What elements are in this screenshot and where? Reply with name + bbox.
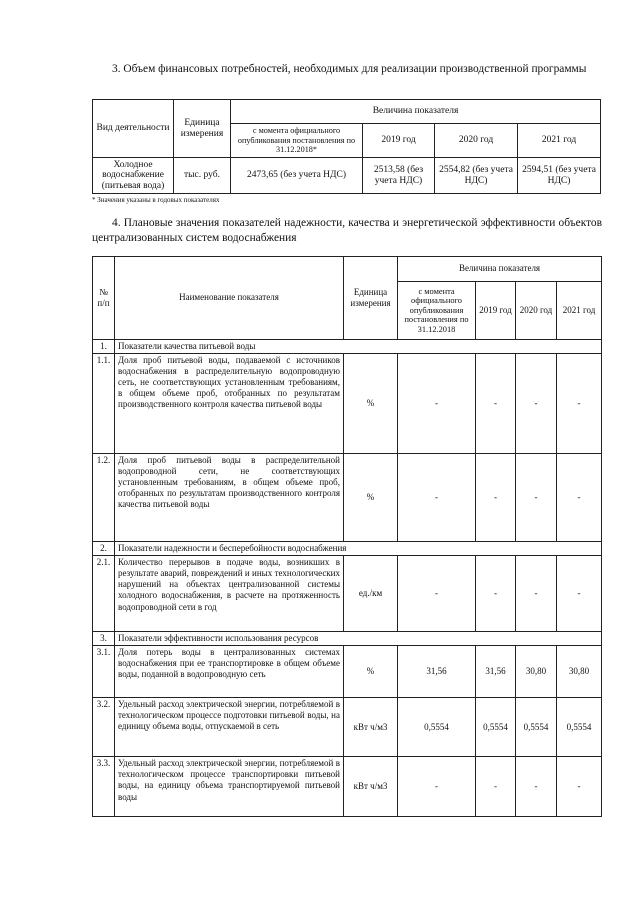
- table-row: [93, 698, 602, 757]
- row-name: Удельный расход электрической энергии, потребляемой в технологическом процессе транспортировки питьевой воды, на единицу объема транспортируемой питьевой воды: [115, 757, 344, 817]
- table-row: [93, 757, 602, 817]
- cell-unit: тыс. руб.: [174, 158, 231, 194]
- row-value-2: 0,5554: [516, 698, 557, 757]
- row-value-0: -: [398, 757, 476, 817]
- row-value-1: -: [476, 354, 516, 454]
- row-number: 3.1.: [93, 646, 115, 698]
- row-number: 2.1.: [93, 556, 115, 632]
- cell-value-0: 2473,65 (без учета НДС): [231, 158, 363, 194]
- row-value-3: -: [557, 556, 602, 632]
- row-name: Удельный расход электрической энергии, потребляемой в технологическом процессе подготовки питьевой воды, на единицу объема воды, отпускаемой в сеть: [115, 698, 344, 757]
- row-value-1: -: [476, 454, 516, 542]
- row-value-1: -: [476, 757, 516, 817]
- cell-value-2: 2554,82 (без учета НДС): [435, 158, 518, 194]
- table-footnote: * Значения указаны в годовых показателях: [92, 196, 220, 204]
- row-name: Доля потерь воды в централизованных системах водоснабжения при ее транспортировке в общем объеме воды, поданной в водопроводную сеть: [115, 646, 344, 698]
- row-name: Доля проб питьевой воды в распределительной водопроводной сети, не соответствующих установленным требованиям, в общем объеме проб, отобранных по результатам производственного контроля качества питьевой воды: [115, 454, 344, 542]
- header-period-2: 2020 год: [435, 124, 518, 158]
- cell-value-3: 2594,51 (без учета НДС): [518, 158, 601, 194]
- cell-value-1: 2513,58 (без учета НДС): [363, 158, 435, 194]
- row-unit: %: [344, 454, 398, 542]
- indicators-table: [92, 256, 602, 817]
- row-value-0: -: [398, 454, 476, 542]
- header-value-group: Величина показателя: [231, 100, 601, 124]
- section-3-title: Объем финансовых потребностей, необходимых для реализации производственной программы: [123, 63, 587, 75]
- row-value-0: -: [398, 556, 476, 632]
- header-period-1: 2019 год: [363, 124, 435, 158]
- header-num: № п/п: [93, 257, 115, 340]
- row-number: 3.2.: [93, 698, 115, 757]
- header-period-2: 2020 год: [516, 282, 557, 340]
- row-unit: %: [344, 354, 398, 454]
- header-period-1: 2019 год: [476, 282, 516, 340]
- row-value-1: 0,5554: [476, 698, 516, 757]
- row-name: Доля проб питьевой воды, подаваемой с источников водоснабжения в распределительную водопроводную сеть, не соответствующих установленным требованиям, в общем объеме проб, отобранных по результатам производственного контроля качества питьевой воды: [115, 354, 344, 454]
- table-row: [93, 454, 602, 542]
- section-4-heading: [92, 216, 602, 246]
- table-row: [93, 646, 602, 698]
- header-value-group: Величина показателя: [398, 257, 602, 282]
- group-row: [93, 542, 602, 556]
- row-value-2: -: [516, 556, 557, 632]
- group-row: [93, 340, 602, 354]
- header-activity: Вид деятельности: [93, 100, 174, 158]
- header-period-3: 2021 год: [557, 282, 602, 340]
- row-value-2: -: [516, 757, 557, 817]
- section-3-heading: [92, 62, 602, 77]
- row-value-2: -: [516, 454, 557, 542]
- row-value-0: 0,5554: [398, 698, 476, 757]
- table-row: [93, 556, 602, 632]
- row-number: 1.2.: [93, 454, 115, 542]
- section-4-title: Плановые значения показателей надежности, качества и энергетической эффективности объектов централизованных систем водоснабжения: [92, 217, 602, 244]
- group-title: Показатели эффективности использования ресурсов: [115, 632, 602, 646]
- row-number: 3.3.: [93, 757, 115, 817]
- group-row: [93, 632, 602, 646]
- section-3-number: 3.: [112, 63, 121, 75]
- row-value-2: 30,80: [516, 646, 557, 698]
- group-number: 2.: [93, 542, 115, 556]
- header-unit: Единица измерения: [344, 257, 398, 340]
- row-value-3: -: [557, 454, 602, 542]
- row-name: Количество перерывов в подаче воды, возникших в результате аварий, повреждений и иных технологических нарушений на объектах централизованной системы холодного водоснабжения, в расчете на протяженность водопроводной сети в год: [115, 556, 344, 632]
- row-unit: %: [344, 646, 398, 698]
- section-4-number: 4.: [112, 217, 121, 229]
- row-value-3: -: [557, 354, 602, 454]
- row-value-2: -: [516, 354, 557, 454]
- header-unit: Единица измерения: [174, 100, 231, 158]
- row-value-1: -: [476, 556, 516, 632]
- header-period-0: с момента официального опубликования постановления по 31.12.2018*: [231, 124, 363, 158]
- group-title: Показатели надежности и бесперебойности водоснабжения: [115, 542, 602, 556]
- row-value-0: 31,56: [398, 646, 476, 698]
- row-unit: ед./км: [344, 556, 398, 632]
- row-unit: кВт ч/м3: [344, 698, 398, 757]
- header-period-0: с момента официального опубликования постановления по 31.12.2018: [398, 282, 476, 340]
- group-number: 3.: [93, 632, 115, 646]
- table-row: [93, 158, 601, 194]
- table-row: [93, 354, 602, 454]
- row-value-0: -: [398, 354, 476, 454]
- row-value-3: -: [557, 757, 602, 817]
- header-period-3: 2021 год: [518, 124, 601, 158]
- financial-needs-table: [92, 99, 601, 194]
- row-value-3: 30,80: [557, 646, 602, 698]
- header-name: Наименование показателя: [115, 257, 344, 340]
- cell-activity: Холодное водоснабжение (питьевая вода): [93, 158, 174, 194]
- row-value-1: 31,56: [476, 646, 516, 698]
- group-number: 1.: [93, 340, 115, 354]
- row-unit: кВт ч/м3: [344, 757, 398, 817]
- group-title: Показатели качества питьевой воды: [115, 340, 602, 354]
- row-value-3: 0,5554: [557, 698, 602, 757]
- row-number: 1.1.: [93, 354, 115, 454]
